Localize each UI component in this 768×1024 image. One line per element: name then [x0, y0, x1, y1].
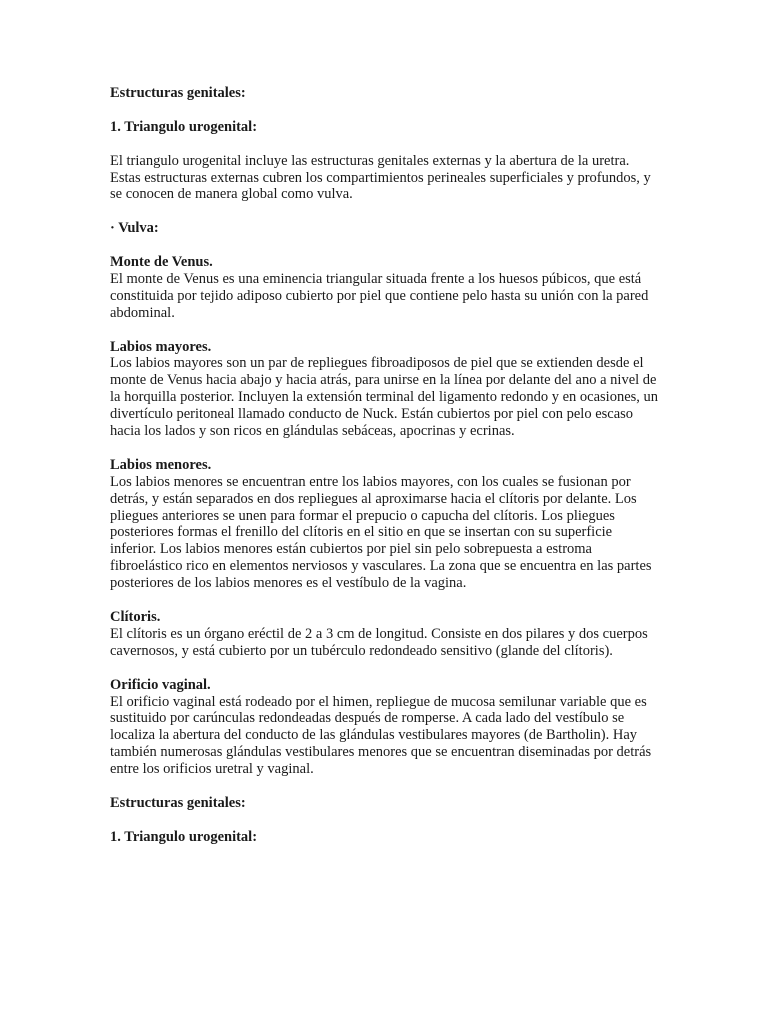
- repeated-document-heading: Estructuras genitales:: [110, 794, 246, 811]
- section-body: El clítoris es un órgano eréctil de 2 a 3 cm de longitud. Consiste en dos pilares y dos cuerpos cavernosos, y está cubierto por un tubérculo redondeado sensitivo (glande del clítoris).: [110, 625, 648, 659]
- section-labios-menores: [110, 457, 660, 592]
- section-title: Labios mayores.: [110, 338, 212, 355]
- section-body: El orificio vaginal está rodeado por el himen, repliegue de mucosa semilunar variable que es sustituido por carúnculas redondeadas después de romperse. A cada lado del vestíbulo se localiza la abertura del conducto de las glándulas vestibulares mayores (de Bartholin). Hay también numerosas glándulas vestibulares menores que se encuentran diseminadas por detrás entre los orificios uretral y vaginal.: [110, 693, 652, 778]
- section-title: Clítoris.: [110, 608, 161, 625]
- intro-paragraph: El triangulo urogenital incluye las estructuras genitales externas y la abertura de la uretra. Estas estructuras externas cubren los compartimientos perineales superficiales y profundos, y se conocen de manera global como vulva.: [110, 152, 651, 203]
- section-heading: 1. Triangulo urogenital:: [110, 118, 258, 135]
- section-labios-mayores: [110, 339, 660, 440]
- section-body: El monte de Venus es una eminencia triangular situada frente a los huesos púbicos, que está constituida por tejido adiposo cubierto por piel que contiene pelo hasta su unión con la pared abdominal.: [110, 270, 649, 321]
- section-body: Los labios menores se encuentran entre los labios mayores, con los cuales se fusionan por detrás, y están separados en dos repliegues al aproximarse hacia el clítoris por delante. Los pliegues anteriores se unen para formar el prepucio o capucha del clítoris. Los pliegues posteriores formas el frenillo del clítoris en el sitio en que se insertan con su superficie inferior. Los labios menores están cubiertos por piel sin pelo sobrepuesta a estroma fibroelástico rico en elementos nerviosos y vasculares. La zona que se encuentra en las partes posteriores de los labios menores es el vestíbulo de la vagina.: [110, 473, 652, 592]
- section-clitoris: [110, 609, 660, 660]
- document-page: [110, 85, 660, 846]
- document-heading: Estructuras genitales:: [110, 85, 246, 101]
- section-monte-de-venus: [110, 254, 660, 322]
- section-title: Orificio vaginal.: [110, 676, 211, 693]
- section-title: Labios menores.: [110, 456, 212, 473]
- section-body: Los labios mayores son un par de repliegues fibroadiposos de piel que se extienden desde el monte de Venus hacia abajo y hacia atrás, para unirse en la línea por delante del ano a nivel de la horquilla posterior. Incluyen la extensión terminal del ligamento redondo y en ocasiones, un divertículo peritoneal llamado conducto de Nuck. Están cubiertos por piel con pelo escaso hacia los lados y son ricos en glándulas sebáceas, apocrinas y ecrinas.: [110, 355, 659, 440]
- section-title: Monte de Venus.: [110, 254, 213, 270]
- section-orificio-vaginal: [110, 677, 660, 778]
- vulva-heading: · Vulva:: [110, 220, 159, 237]
- repeated-section-heading: 1. Triangulo urogenital:: [110, 828, 258, 845]
